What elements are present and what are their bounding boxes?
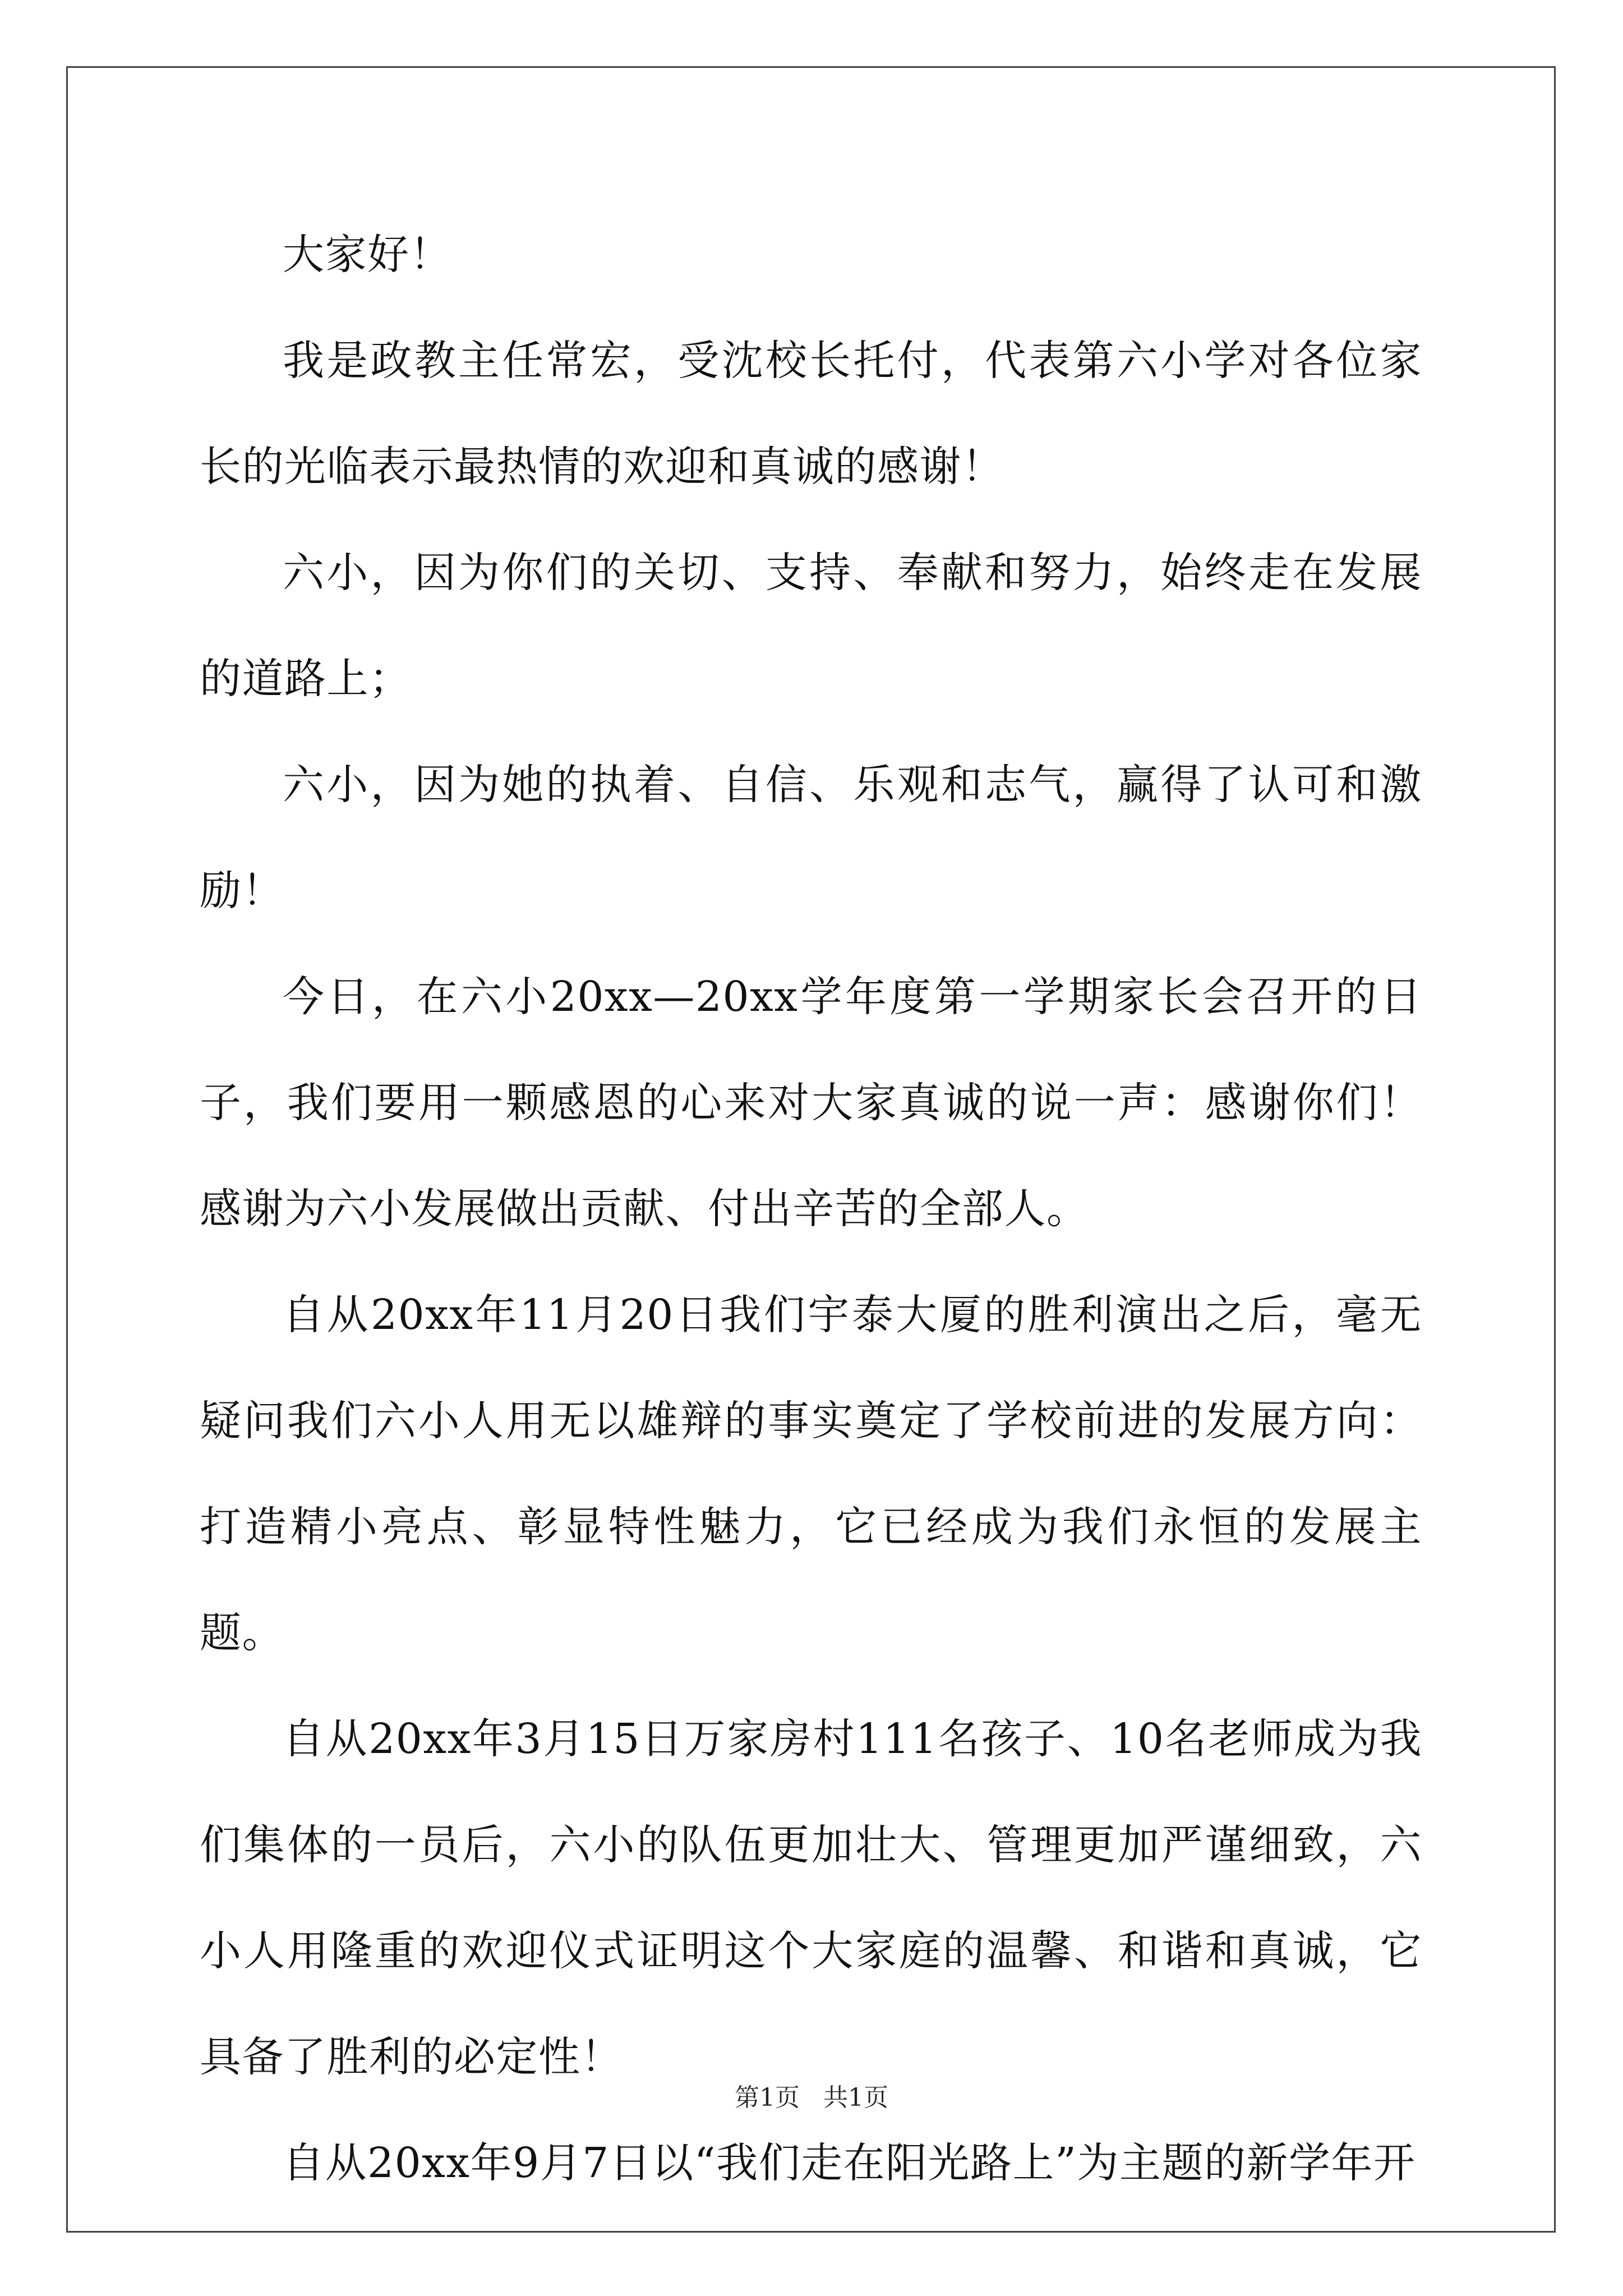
paragraph-greeting: 大家好！ <box>283 231 452 279</box>
paragraph-new-members: 自从20xx年3月15日万家房村111名孩子、10名老师成为我们集体的一员后，六小的队伍更加壮大、管理更加严谨细致，六小人用隆重的欢迎仪式证明这个大家庭的温馨、和谐和真诚，它具备了胜利的必定性！ <box>200 1715 1422 2081</box>
paragraph-new-term: 自从20xx年9月7日以“我们走在阳光路上”为主题的新学年开 <box>283 2139 1416 2187</box>
document-body <box>200 202 1422 2216</box>
paragraph-thanks-spirit: 六小，因为她的执着、自信、乐观和志气，赢得了认可和激励！ <box>200 761 1422 915</box>
page-number-footer: 第1页 共1页 <box>735 2083 888 2112</box>
paragraph-performance: 自从20xx年11月20日我们宇泰大厦的胜利演出之后，毫无疑问我们六小人用无以雄辩的事实奠定了学校前进的发展方向：打造精小亮点、彰显特性魅力，它已经成为我们永恒的发展主题。 <box>200 1291 1422 1657</box>
paragraph-introduction: 我是政教主任常宏，受沈校长托付，代表第六小学对各位家长的光临表示最热情的欢迎和真诚的感谢！ <box>200 337 1422 491</box>
paragraph-thanks-support: 六小，因为你们的关切、支持、奉献和努力，始终走在发展的道路上； <box>200 549 1422 703</box>
paragraph-parent-meeting: 今日，在六小20xx—20xx学年度第一学期家长会召开的日子，我们要用一颗感恩的心来对大家真诚的说一声：感谢你们！感谢为六小发展做出贡献、付出辛苦的全部人。 <box>200 973 1422 1233</box>
